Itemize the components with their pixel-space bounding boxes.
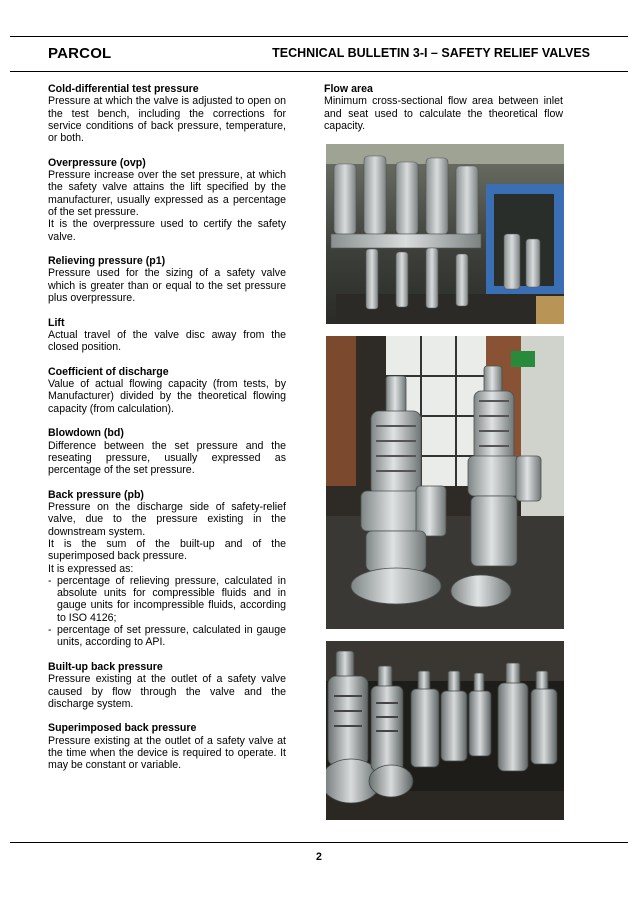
- term-text: Pressure at which the valve is adjusted to open on the test bench, including the corrections for service conditions of back pressure, temperature, or both.: [48, 95, 286, 145]
- term-text: Difference between the set pressure and the reseating pressure, usually expressed as percentage of the set pressure.: [48, 439, 286, 477]
- term-title: Lift: [48, 316, 65, 329]
- term-back-pressure: [48, 489, 286, 649]
- term-cold-differential-test-pressure: [48, 83, 286, 144]
- term-built-up-back-pressure: [48, 661, 286, 710]
- valve-workshop-photo: [326, 144, 564, 324]
- term-title: Back pressure (pb): [48, 488, 144, 501]
- valve-workshop-image: [326, 144, 564, 324]
- term-relieving-pressure: [48, 255, 286, 304]
- term-text: Pressure increase over the set pressure, at which the safety valve attains the lift specified by the manufacturer, usually expressed as a percentage of the set pressure.: [48, 169, 286, 218]
- term-text: It is the overpressure used to certify the safety valve.: [48, 218, 286, 243]
- term-title: Blowdown (bd): [48, 427, 124, 440]
- term-title: Superimposed back pressure: [48, 722, 197, 735]
- header-top-rule: [10, 36, 628, 37]
- header-bottom-rule: [10, 71, 628, 72]
- term-superimposed-back-pressure: [48, 722, 286, 771]
- term-flow-area: [324, 83, 563, 132]
- term-text: It is the sum of the built-up and of the superimposed back pressure.: [48, 537, 286, 563]
- term-title: Relieving pressure (p1): [48, 255, 166, 268]
- back-pressure-list: [48, 575, 286, 649]
- term-title: Cold-differential test pressure: [48, 83, 199, 95]
- term-text: Value of actual flowing capacity (from tests, by Manufacturer) divided by the theoretical flowing capacity (from calculation).: [48, 378, 286, 415]
- safety-valves-window-photo: [326, 336, 564, 629]
- term-text: Actual travel of the valve disc away from the closed position.: [48, 328, 286, 354]
- footer-rule: [10, 842, 628, 843]
- term-text: Pressure on the discharge side of safety-relief valve, due to the pressure existing in the downstream system.: [48, 501, 286, 538]
- term-title: Built-up back pressure: [48, 660, 163, 673]
- term-text: Pressure used for the sizing of a safety valve which is greater than or equal to the set pressure plus overpressure.: [48, 267, 286, 305]
- term-lift: [48, 317, 286, 354]
- term-title: Overpressure (ovp): [48, 156, 146, 169]
- bulletin-title: TECHNICAL BULLETIN 3-I – SAFETY RELIEF VALVES: [272, 46, 590, 60]
- term-text: Pressure existing at the outlet of a safety valve caused by flow through the valve and the discharge system.: [48, 673, 286, 710]
- safety-valves-window-image: [326, 336, 564, 629]
- term-text: Minimum cross-sectional flow area between inlet and seat used to calculate the theoretical flow capacity.: [324, 95, 563, 132]
- valve-rows-photo: [326, 641, 564, 820]
- brand-name: PARCOL: [48, 45, 112, 62]
- page-number: 2: [316, 851, 322, 863]
- term-overpressure: [48, 157, 286, 243]
- definitions-right-column: [324, 83, 563, 144]
- term-title: Coefficient of discharge: [48, 365, 169, 378]
- term-text: It is expressed as:: [48, 562, 134, 575]
- term-title: Flow area: [324, 83, 373, 95]
- list-item: - percentage of set pressure, calculated in gauge units, according to API.: [48, 624, 286, 649]
- valve-rows-image: [326, 641, 564, 820]
- list-item: - percentage of relieving pressure, calculated in absolute units for compressible fluids and in gauge units for incompressible fluids, according to ISO 4126;: [48, 575, 286, 624]
- term-text: Pressure existing at the outlet of a safety valve at the time when the device is required to operate. It may be constant or variable.: [48, 734, 286, 772]
- term-blowdown: [48, 427, 286, 476]
- term-coefficient-of-discharge: [48, 366, 286, 415]
- definitions-left-column: [48, 83, 286, 784]
